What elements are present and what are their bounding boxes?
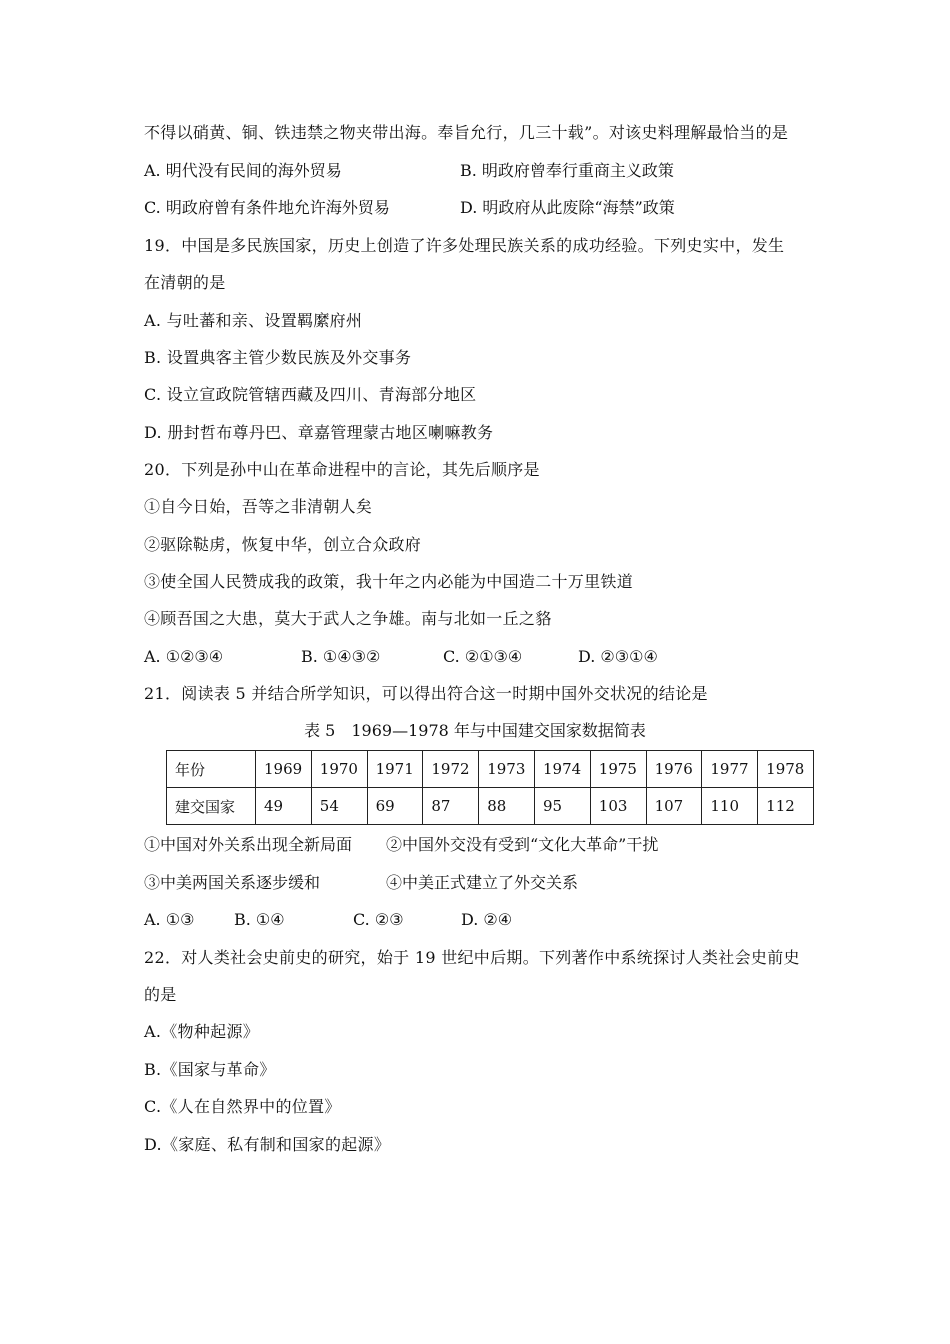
q20-option-a[interactable]: A. ①②③④ [144,647,224,666]
year-cell: 1974 [534,751,590,788]
q22-option-c[interactable]: C.《人在自然界中的位置》 [144,1097,341,1116]
q22-stem-line1: 22．对人类社会史前史的研究，始于 19 世纪中后期。下列著作中系统探讨人类社会史前史 [144,948,800,967]
q21-items-row-2 [144,872,844,894]
count-cell: 107 [646,788,702,825]
q19-stem-line1: 19．中国是多民族国家，历史上创造了许多处理民族关系的成功经验。下列史实中，发生 [144,236,785,255]
q20-item-4: ④顾吾国之大患，莫大于武人之争雄。南与北如一丘之貉 [144,609,552,628]
table-row-counts [167,788,814,825]
q21-item-4: ④中美正式建立了外交关系 [386,873,579,892]
q18-options-row-2 [144,197,844,219]
table-header-countries: 建交国家 [167,788,256,825]
q20-stem: 20．下列是孙中山在革命进程中的言论，其先后顺序是 [144,460,540,479]
q22-option-a[interactable]: A.《物种起源》 [144,1022,260,1041]
q21-item-3: ③中美两国关系逐步缓和 [144,873,321,892]
count-cell: 88 [479,788,535,825]
year-cell: 1975 [590,751,646,788]
q19-stem-line2: 在清朝的是 [144,273,226,292]
q21-item-1: ①中国对外关系出现全新局面 [144,835,353,854]
q19-option-c[interactable]: C. 设立宣政院管辖西藏及四川、青海部分地区 [144,385,477,404]
year-cell: 1976 [646,751,702,788]
table-row-years [167,751,814,788]
q21-item-2: ②中国外交没有受到“文化大革命”干扰 [386,835,659,854]
count-cell: 95 [534,788,590,825]
q20-option-b[interactable]: B. ①④③② [301,647,381,666]
q21-option-d[interactable]: D. ②④ [461,910,513,929]
q18-option-b[interactable]: B. 明政府曾奉行重商主义政策 [460,161,674,180]
q19-option-a[interactable]: A. 与吐蕃和亲、设置羁縻府州 [144,311,363,330]
q19-option-b[interactable]: B. 设置典客主管少数民族及外交事务 [144,348,412,367]
q18-option-c[interactable]: C. 明政府曾有条件地允许海外贸易 [144,198,390,217]
q22-option-d[interactable]: D.《家庭、私有制和国家的起源》 [144,1135,391,1154]
count-cell: 49 [256,788,312,825]
count-cell: 112 [758,788,814,825]
diplomatic-relations-table [166,750,814,825]
table-header-year: 年份 [167,751,256,788]
q19-option-d[interactable]: D. 册封哲布尊丹巴、章嘉管理蒙古地区喇嘛教务 [144,423,494,442]
year-cell: 1969 [256,751,312,788]
q21-option-c[interactable]: C. ②③ [353,910,404,929]
year-cell: 1973 [479,751,535,788]
q20-option-c[interactable]: C. ②①③④ [443,647,523,666]
year-cell: 1978 [758,751,814,788]
q21-option-a[interactable]: A. ①③ [144,910,195,929]
count-cell: 110 [702,788,758,825]
q20-options-row [144,646,844,668]
q22-stem-line2: 的是 [144,985,177,1004]
q20-item-3: ③使全国人民赞成我的政策，我十年之内必能为中国造二十万里铁道 [144,572,634,591]
year-cell: 1970 [311,751,367,788]
table-caption: 表 5 1969—1978 年与中国建交国家数据简表 [304,721,646,740]
q21-options-row [144,909,844,931]
year-cell: 1971 [367,751,423,788]
q18-option-d[interactable]: D. 明政府从此废除“海禁”政策 [460,198,675,217]
year-cell: 1972 [423,751,479,788]
q18-options-row-1 [144,160,844,182]
q22-option-b[interactable]: B.《国家与革命》 [144,1060,276,1079]
count-cell: 54 [311,788,367,825]
q21-items-row-1 [144,834,844,856]
q18-option-a[interactable]: A. 明代没有民间的海外贸易 [144,161,342,180]
year-cell: 1977 [702,751,758,788]
count-cell: 69 [367,788,423,825]
count-cell: 87 [423,788,479,825]
q21-stem: 21．阅读表 5 并结合所学知识，可以得出符合这一时期中国外交状况的结论是 [144,684,708,703]
q20-option-d[interactable]: D. ②③①④ [578,647,658,666]
q18-stem-tail: 不得以硝黄、铜、铁违禁之物夹带出海。奉旨允行，几三十载”。对该史料理解最恰当的是 [144,123,789,142]
q20-item-2: ②驱除鞑虏，恢复中华，创立合众政府 [144,535,422,554]
q20-item-1: ①自今日始，吾等之非清朝人矣 [144,497,373,516]
count-cell: 103 [590,788,646,825]
q21-option-b[interactable]: B. ①④ [234,910,285,929]
